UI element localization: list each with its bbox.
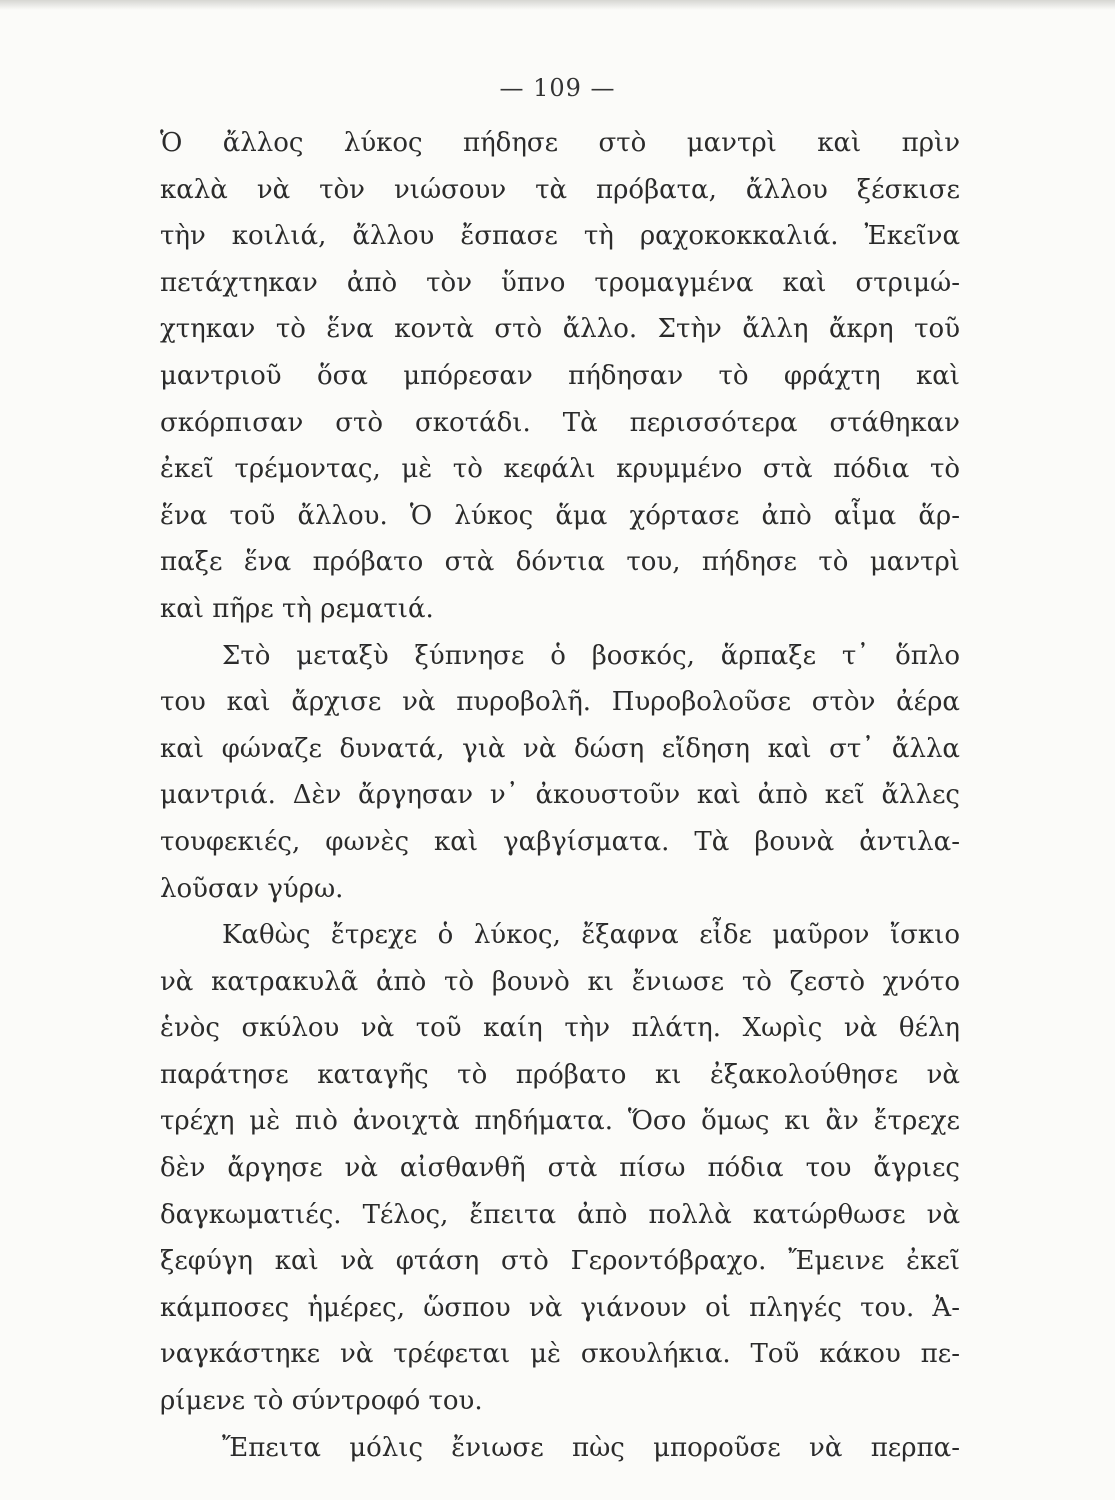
body-text (160, 120, 960, 1471)
text-line: καλὰ νὰ τὸν νιώσουν τὰ πρόβατα, ἄλλου ξέσκισε (160, 174, 960, 205)
text-line: χτηκαν τὸ ἕνα κοντὰ στὸ ἄλλο. Στὴν ἄλλη ἄκρη τοῦ (160, 314, 960, 345)
text-line: κάμποσες ἡμέρες, ὥσπου νὰ γιάνουν οἱ πληγές του. Ἀ- (160, 1292, 960, 1323)
text-line: παξε ἕνα πρόβατο στὰ δόντια του, πήδησε τὸ μαντρὶ (160, 547, 960, 578)
text-line: καὶ φώναζε δυνατά, γιὰ νὰ δώση εἴδηση καὶ στ᾽ ἄλλα (160, 733, 960, 764)
text-line: ἐκεῖ τρέμοντας, μὲ τὸ κεφάλι κρυμμένο στὰ πόδια τὸ (160, 454, 960, 485)
text-line: του καὶ ἄρχισε νὰ πυροβολῆ. Πυροβολοῦσε στὸν ἀέρα (160, 687, 960, 718)
text-line: ναγκάστηκε νὰ τρέφεται μὲ σκουλήκια. Τοῦ κάκου πε- (160, 1339, 960, 1370)
text-line: δὲν ἄργησε νὰ αἰσθανθῆ στὰ πίσω πόδια του ἄγριες (160, 1153, 960, 1184)
text-line: Στὸ μεταξὺ ξύπνησε ὁ βοσκός, ἅρπαξε τ᾽ ὅπλο (222, 640, 960, 671)
text-line: ἕνα τοῦ ἄλλου. Ὁ λύκος ἅμα χόρτασε ἀπὸ αἷμα ἅρ- (160, 500, 960, 531)
text-line: τὴν κοιλιά, ἄλλου ἔσπασε τὴ ραχοκοκκαλιά. Ἐκεῖνα (160, 221, 960, 252)
page-edge-shadow (0, 0, 1115, 10)
text-line: ἑνὸς σκύλου νὰ τοῦ καίη τὴν πλάτη. Χωρὶς νὰ θέλη (160, 1013, 960, 1044)
text-line: δαγκωματιές. Τέλος, ἔπειτα ἀπὸ πολλὰ κατώρθωσε νὰ (160, 1199, 960, 1230)
text-line: νὰ κατρακυλᾶ ἀπὸ τὸ βουνὸ κι ἔνιωσε τὸ ζεστὸ χνότο (160, 966, 960, 997)
text-line: πετάχτηκαν ἀπὸ τὸν ὕπνο τρομαγμένα καὶ στριμώ- (160, 267, 960, 298)
text-line: μαντριά. Δὲν ἄργησαν ν᾽ ἀκουστοῦν καὶ ἀπὸ κεῖ ἄλλες (160, 780, 960, 811)
page-number: — 109 — (499, 74, 616, 102)
text-line: μαντριοῦ ὅσα μπόρεσαν πήδησαν τὸ φράχτη καὶ (160, 360, 960, 391)
text-line: ρίμενε τὸ σύντροφό του. (160, 1386, 483, 1417)
text-line: Καθὼς ἔτρεχε ὁ λύκος, ἔξαφνα εἶδε μαῦρον ἴσκιο (222, 920, 960, 951)
text-line: τουφεκιές, φωνὲς καὶ γαβγίσματα. Τὰ βουνὰ ἀντιλα- (160, 826, 960, 857)
text-line: παράτησε καταγῆς τὸ πρόβατο κι ἐξακολούθησε νὰ (160, 1059, 960, 1090)
text-line: ξεφύγη καὶ νὰ φτάση στὸ Γεροντόβραχο. Ἔμεινε ἐκεῖ (160, 1246, 960, 1277)
text-line: καὶ πῆρε τὴ ρεματιά. (160, 593, 434, 624)
text-line: λοῦσαν γύρω. (160, 873, 344, 904)
text-line: τρέχη μὲ πιὸ ἀνοιχτὰ πηδήματα. Ὅσο ὅμως κι ἂν ἔτρεχε (160, 1106, 960, 1137)
text-line: Ὁ ἄλλος λύκος πήδησε στὸ μαντρὶ καὶ πρὶν (160, 128, 960, 158)
text-line: σκόρπισαν στὸ σκοτάδι. Τὰ περισσότερα στάθηκαν (160, 407, 960, 438)
text-line: Ἔπειτα μόλις ἔνιωσε πὼς μποροῦσε νὰ περπα- (222, 1432, 960, 1463)
